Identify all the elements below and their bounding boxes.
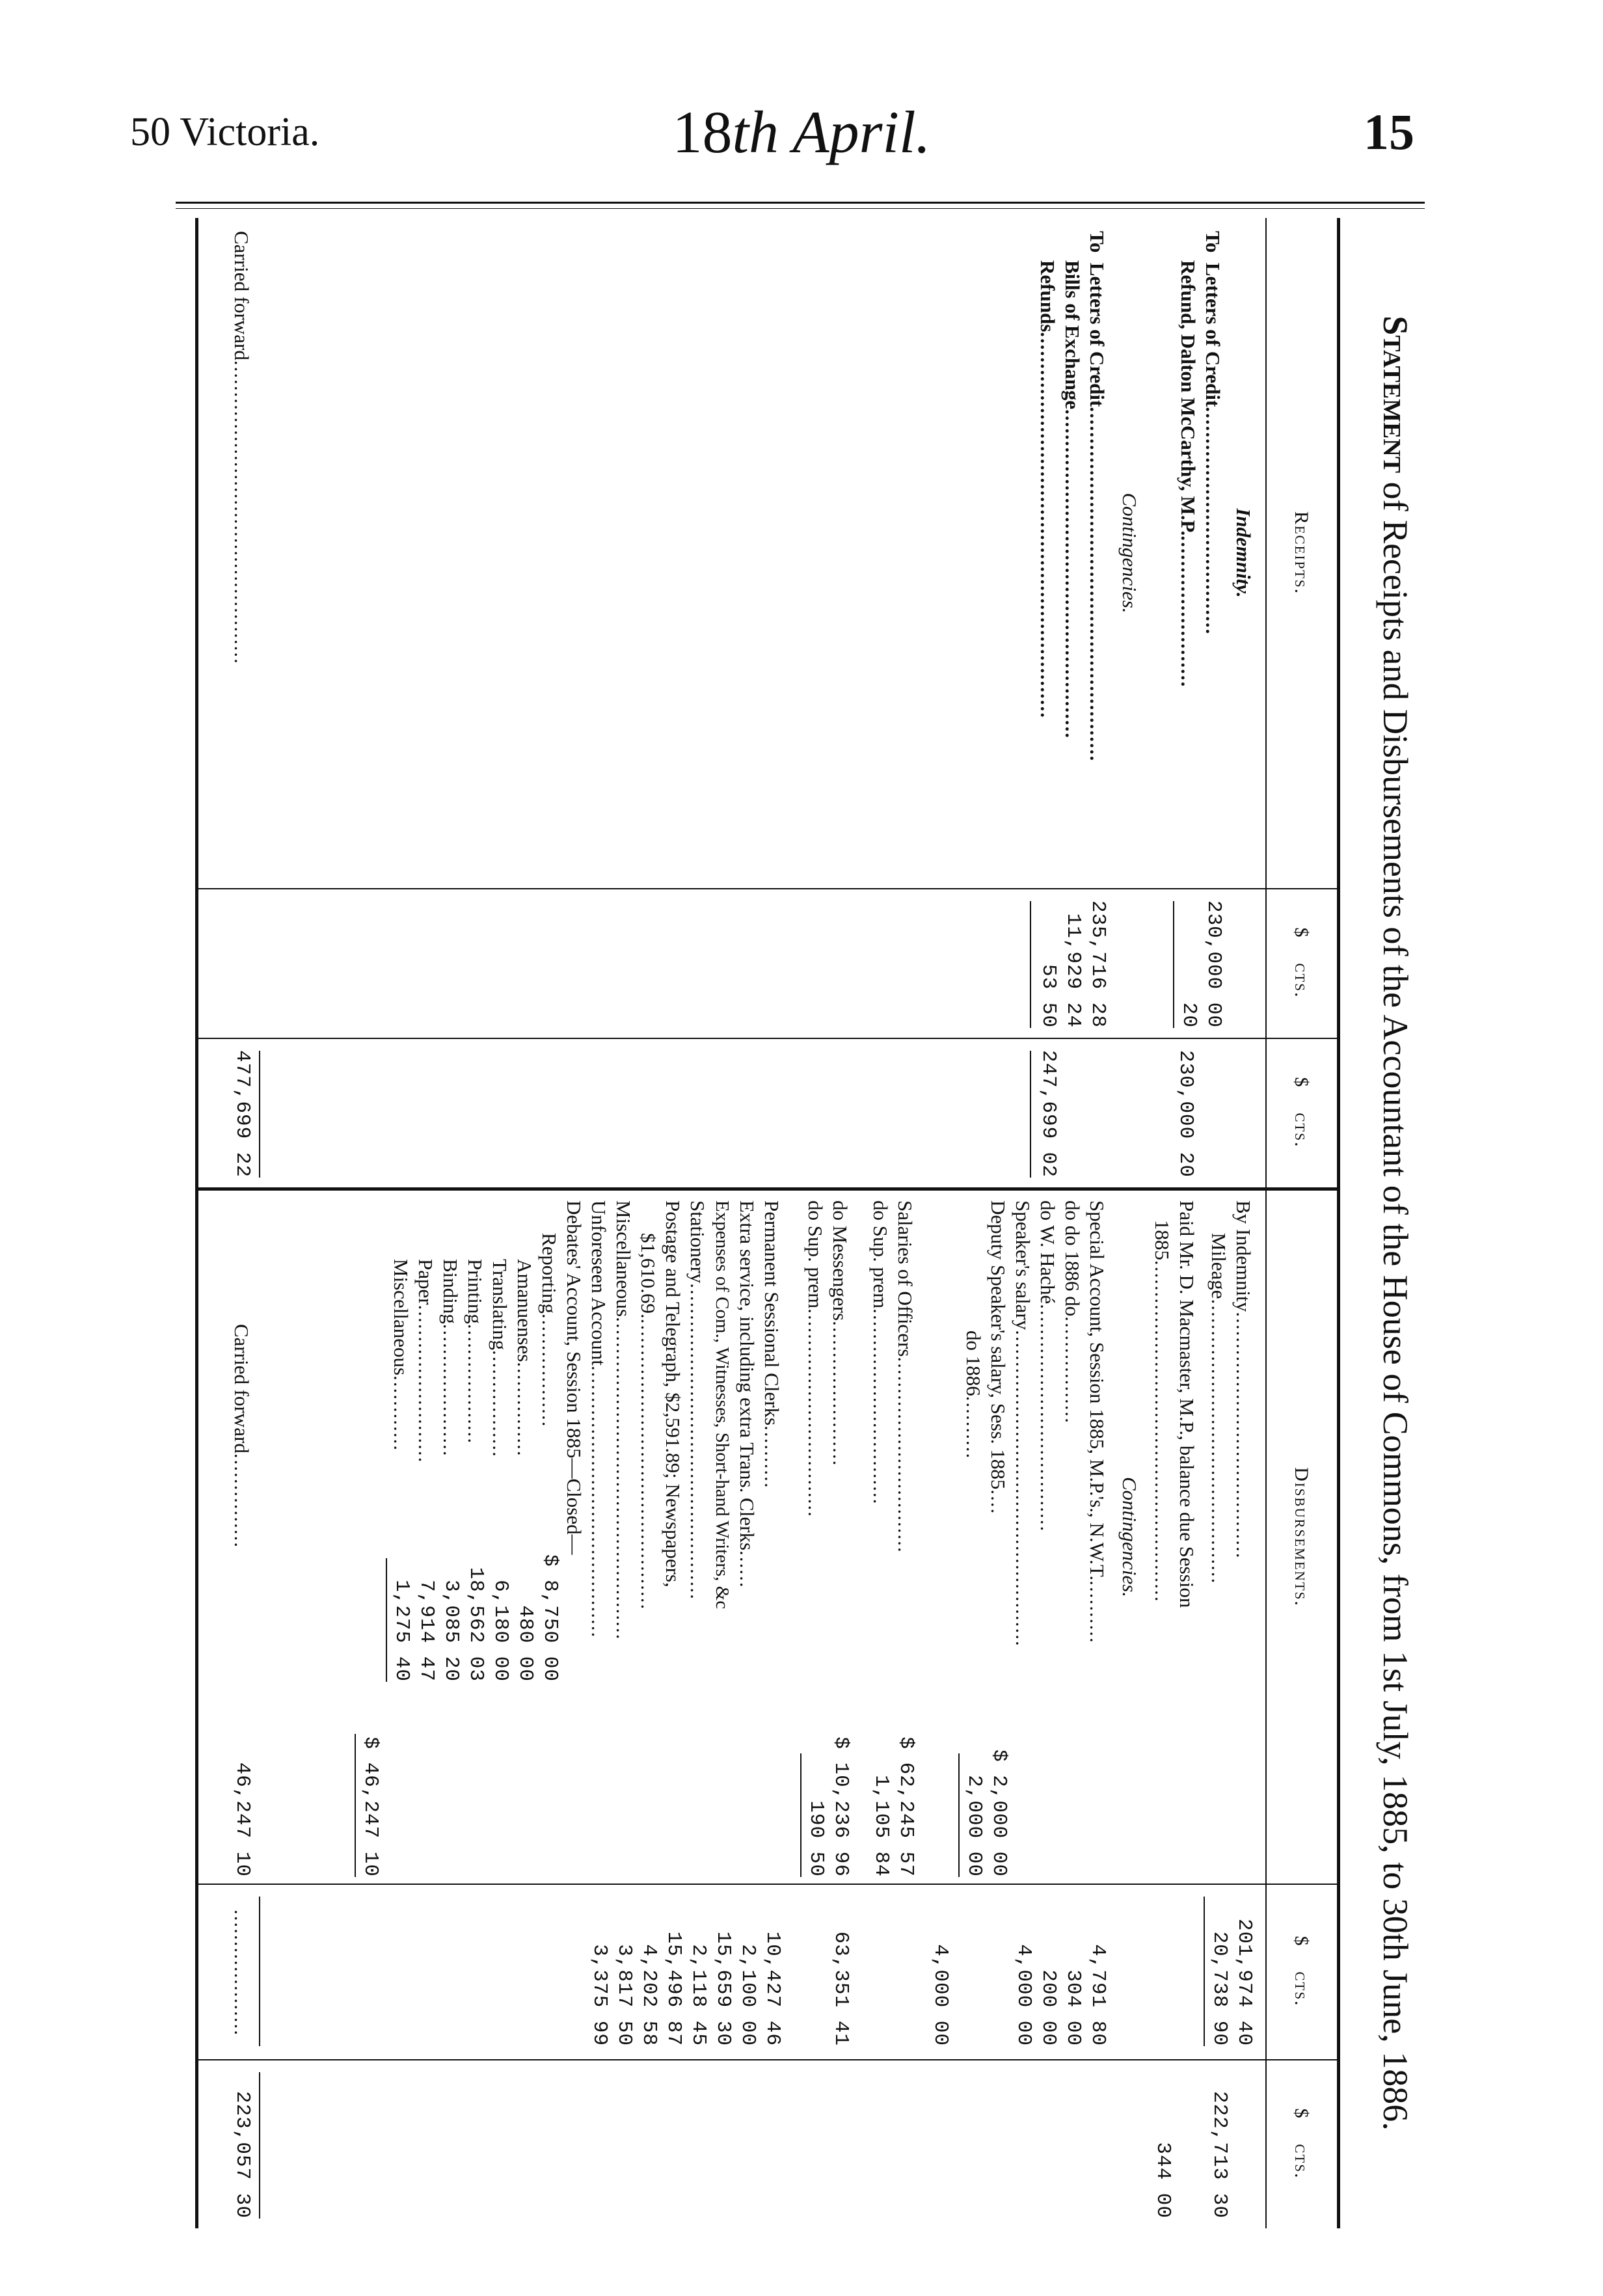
- disb-row: Permanent Sessional Clerks..........: [761, 1200, 783, 1489]
- disb-row: $1,610.69...............................................: [637, 1233, 660, 1611]
- disb-row: Miscellaneous...................................................: [612, 1200, 635, 1641]
- session-label: 50 Victoria.: [130, 110, 320, 154]
- date-ordinal: th: [732, 99, 779, 165]
- disb-row: Stationery..................................................: [686, 1200, 709, 1600]
- disb-carried-dots: ....................: [230, 1910, 253, 2036]
- receipt-row: To Letters of Credit....................................: [1202, 231, 1224, 636]
- disb-row: Mileage.............................................: [1207, 1233, 1230, 1585]
- disb-amount: 4,000 00: [929, 1944, 952, 2046]
- disbursements-heading: Disbursements.: [1291, 1467, 1312, 1607]
- macmaster-line: Paid Mr. D. Macmaster, M.P., balance due Session: [1176, 1200, 1198, 1608]
- disb-amount: 20,738 90: [1208, 1931, 1231, 2046]
- debates-row: Translating.................: [489, 1259, 511, 1458]
- debates-amount: 1,275 40: [390, 1580, 413, 1682]
- disb-row: By Indemnity.......................................: [1232, 1200, 1255, 1560]
- disb-row: Deputy Speaker's salary, Sess. 1885....: [987, 1200, 1010, 1515]
- header-rule-thin: [176, 208, 1425, 209]
- disb-row: do 1886..........: [962, 1330, 985, 1460]
- debates-amount: $ 8,750 00: [539, 1554, 561, 1682]
- sum-rule: [1173, 901, 1174, 1028]
- receipt-amount: 230,000 00: [1202, 900, 1225, 1028]
- contingencies-total: 247,699 02: [1037, 1049, 1060, 1178]
- disb-row: Unforeseen Account...........................................: [587, 1200, 610, 1639]
- debates-amount: 3,085 20: [440, 1580, 463, 1682]
- header-rule: [176, 202, 1425, 204]
- disb-row: Extra service, including extra Trans. Clerks......: [736, 1200, 759, 1589]
- disb-amount: 3,817 50: [613, 1944, 636, 2046]
- disb-row: Postage and Telegraph, $2,591.89; Newspapers,: [662, 1200, 684, 1587]
- debates-total: $ 46,247 10: [359, 1736, 382, 1877]
- date-month: April.: [792, 99, 931, 165]
- title-text: of Receipts and Disbursements of the Accountant of the House of Commons, from 1st July, 1885, to 30th June, 1886.: [1376, 481, 1415, 2131]
- disb-carried-forward: Carried forward...............: [230, 1324, 253, 1549]
- disb-row: Speaker's salary..................................................: [1012, 1200, 1034, 1647]
- disb-amount: 304 00: [1062, 1969, 1084, 2046]
- sum-rule: [259, 1051, 260, 1178]
- disb-row: do Sup. prem...............................: [869, 1200, 892, 1506]
- date-day: 18: [672, 99, 733, 165]
- disb-amount: 2,118 45: [687, 1944, 710, 2046]
- debates-amount: 7,914 47: [415, 1580, 438, 1682]
- disb-amount: 4,202 58: [638, 1944, 660, 2046]
- disb-col-head: $ cts.: [1291, 1936, 1312, 2007]
- debates-amount: 18,562 03: [465, 1567, 487, 1682]
- sum-rule: [259, 1897, 260, 2046]
- disb-sub-amount: $ 10,236 96: [829, 1736, 852, 1877]
- disb-row: do Messengers.......................: [829, 1200, 852, 1467]
- statement-table: [195, 218, 1340, 2228]
- receipt-amount: 11,929 24: [1062, 913, 1084, 1028]
- page-date: [0, 98, 1603, 167]
- disb-amount: 10,427 46: [761, 1931, 784, 2046]
- disb-amount: 2,100 00: [736, 1944, 759, 2046]
- disb-row: Special Account, Session 1885, M.P.'s., N.W.T...........: [1086, 1200, 1109, 1644]
- disb-row: do Sup. prem.................................: [804, 1200, 827, 1518]
- statement-title: [1347, 218, 1431, 2228]
- indemnity-total: 230,000 20: [1174, 1049, 1197, 1178]
- sum-rule: [800, 1753, 801, 1877]
- disb-sub-amount: $ 62,245 57: [895, 1736, 917, 1877]
- disb-row: do do 1886 do.................: [1061, 1200, 1084, 1424]
- divider: [198, 1038, 1337, 1039]
- disb-amount: 200 00: [1037, 1969, 1060, 2046]
- sum-rule: [355, 1734, 356, 1877]
- disb-amount: 201,974 40: [1233, 1918, 1256, 2046]
- disb-indemnity-total: 222,713 30: [1208, 2090, 1231, 2219]
- disb-amount: 63,351 41: [829, 1931, 852, 2046]
- disb-contingencies-heading: Contingencies.: [1118, 1476, 1141, 1598]
- receipt-row: Refunds.............................................................: [1036, 260, 1059, 720]
- receipt-row: To Letters of Credit........................................................: [1086, 231, 1109, 763]
- sum-rule: [259, 2072, 260, 2219]
- receipt-row: Bills of Exchange....................................................: [1061, 260, 1084, 740]
- debates-amount: 480 00: [514, 1605, 537, 1682]
- sum-rule: [1030, 1051, 1031, 1178]
- disb-total-col-head: $ cts.: [1291, 2108, 1312, 2180]
- indemnity-heading: Indemnity.: [1232, 508, 1255, 598]
- divider: [198, 1187, 1337, 1191]
- statement-rotated: [182, 218, 1431, 2228]
- sum-rule: [1030, 901, 1031, 1028]
- macmaster-total: 344 00: [1152, 2142, 1174, 2219]
- disb-row: Salaries of Officers...............................: [894, 1200, 917, 1554]
- debates-amount: 6,180 00: [489, 1580, 512, 1682]
- receipt-row: Refund, Dalton McCarthy, M.P.........................: [1177, 260, 1200, 688]
- disb-sub-amount: 2,000 00: [963, 1775, 986, 1877]
- title-prefix: Statement: [1376, 316, 1415, 474]
- receipts-total-col-head: $ cts.: [1291, 1077, 1312, 1148]
- disb-amount: 4,791 80: [1086, 1944, 1109, 2046]
- receipt-amount: 20: [1178, 1002, 1200, 1028]
- receipts-carried-forward: Carried forward................................................: [230, 231, 253, 665]
- disb-amount: 3,375 99: [588, 1944, 611, 2046]
- disb-carried-amount: 46,247 10: [231, 1762, 254, 1877]
- disb-amount: 4,000 00: [1012, 1944, 1035, 2046]
- disb-amount: 15,659 30: [712, 1931, 734, 2046]
- debates-row: Miscellaneous............: [390, 1259, 412, 1452]
- disb-row: do W. Haché....................................: [1036, 1200, 1059, 1533]
- disb-sub-amount: $ 2,000 00: [988, 1749, 1010, 1877]
- divider: [198, 888, 1337, 889]
- debates-row: Amanuenses...............: [513, 1259, 536, 1457]
- sum-rule: [386, 1558, 387, 1682]
- sum-rule: [958, 1753, 960, 1877]
- receipts-col-head: $ cts.: [1291, 927, 1312, 999]
- page-header: [0, 98, 1603, 163]
- debates-row: Paper.........................: [414, 1259, 437, 1464]
- receipts-carried-total: 477,699 22: [231, 1049, 254, 1178]
- contingencies-heading: Contingencies.: [1118, 493, 1141, 614]
- debates-row: Printing...................: [464, 1259, 487, 1445]
- debates-row: Binding.....................: [439, 1259, 462, 1457]
- receipts-heading: Receipts.: [1291, 511, 1312, 595]
- receipt-amount: 53 50: [1037, 964, 1060, 1028]
- disb-sub-amount: 1,105 84: [870, 1775, 893, 1877]
- receipt-amount: 235,716 28: [1086, 900, 1109, 1028]
- disb-carried-total: 223,057 30: [231, 2090, 254, 2219]
- disb-amount: 15,496 87: [662, 1931, 685, 2046]
- macmaster-line: 1885......................................................: [1151, 1220, 1174, 1603]
- debates-heading: Debates' Account, Session 1885—Closed—: [563, 1200, 586, 1555]
- disb-sub-amount: 190 50: [805, 1800, 828, 1877]
- sum-rule: [1204, 1897, 1205, 2046]
- debates-row: Reporting..................: [538, 1233, 561, 1428]
- page-number: 15: [1364, 103, 1414, 160]
- disb-row: Expenses of Com., Witnesses, Short-hand Writers, &c: [712, 1200, 733, 1610]
